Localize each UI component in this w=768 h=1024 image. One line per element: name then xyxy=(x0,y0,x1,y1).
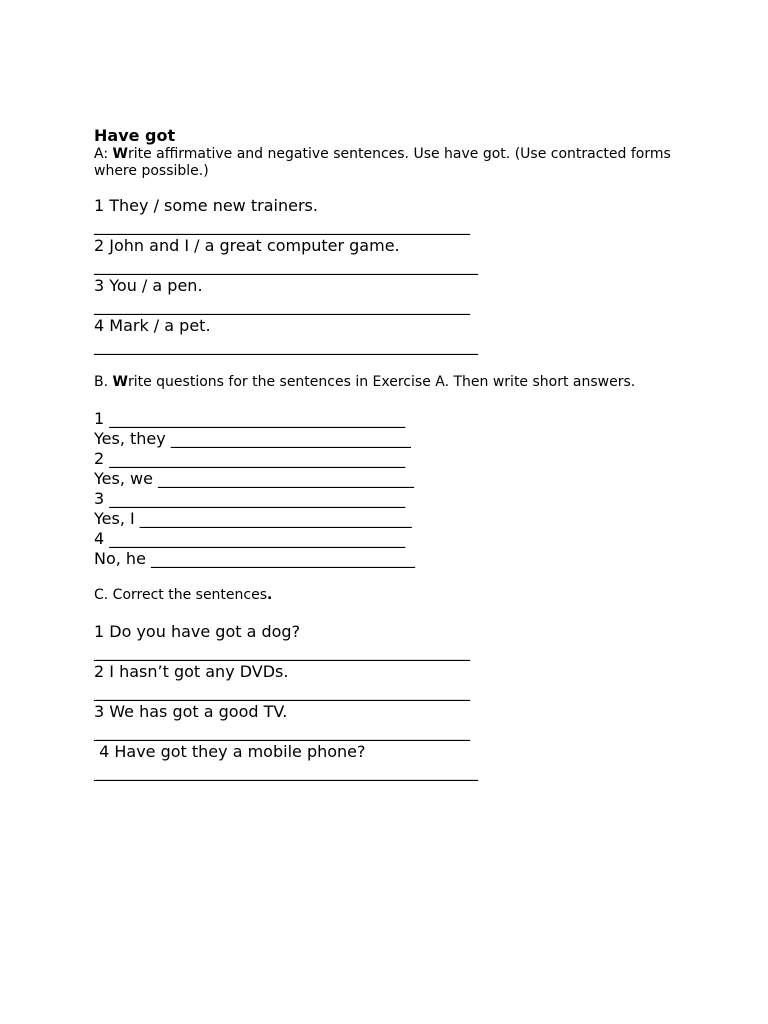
section-c-instruction xyxy=(94,587,714,604)
short-answer-line-2[interactable]: Yes, we ________________________________ xyxy=(94,469,415,488)
section-b-bold-letter: W xyxy=(112,374,128,390)
question-line-2[interactable]: 2 _____________________________________ xyxy=(94,449,406,468)
answer-line-c2[interactable]: _______________________________________________ xyxy=(94,682,470,701)
section-b-instruction xyxy=(94,374,714,391)
section-a-item-4: 4 Mark / a pet. xyxy=(94,316,211,335)
section-a-items xyxy=(94,196,714,356)
answer-line-a1[interactable]: _______________________________________________ xyxy=(94,216,470,235)
section-b-instruction-text: rite questions for the sentences in Exercise A. Then write short answers. xyxy=(127,374,636,390)
section-a-bold-letter: W xyxy=(112,146,128,162)
section-c-item-3: 3 We has got a good TV. xyxy=(94,702,288,721)
section-b-prefix: B. xyxy=(94,374,113,390)
section-a-item-2: 2 John and I / a great computer game. xyxy=(94,236,400,255)
short-answer-line-4[interactable]: No, he _________________________________ xyxy=(94,549,415,568)
answer-line-a3[interactable]: _______________________________________________ xyxy=(94,296,470,315)
worksheet-title: Have got xyxy=(94,126,176,145)
short-answer-line-1[interactable]: Yes, they ______________________________ xyxy=(94,429,411,448)
section-a-item-1: 1 They / some new trainers. xyxy=(94,196,318,215)
section-b-lines xyxy=(94,409,714,569)
section-c-item-2: 2 I hasn’t got any DVDs. xyxy=(94,662,289,681)
question-line-3[interactable]: 3 _____________________________________ xyxy=(94,489,406,508)
section-c-items xyxy=(94,622,714,782)
question-line-1[interactable]: 1 _____________________________________ xyxy=(94,409,406,428)
answer-line-a4[interactable]: ________________________________________________ xyxy=(94,336,478,355)
question-line-4[interactable]: 4 _____________________________________ xyxy=(94,529,406,548)
section-a-item-3: 3 You / a pen. xyxy=(94,276,203,295)
section-a-prefix: A: xyxy=(94,146,113,162)
section-c-instruction-text: C. Correct the sentences xyxy=(94,587,268,603)
section-a-instruction-text: rite affirmative and negative sentences. Use have got. (Use contracted forms where possible.) xyxy=(94,146,671,179)
section-c-instruction-end: . xyxy=(267,587,273,603)
answer-line-c4[interactable]: ________________________________________________ xyxy=(94,762,478,781)
section-c-item-1: 1 Do you have got a dog? xyxy=(94,622,301,641)
short-answer-line-3[interactable]: Yes, I __________________________________ xyxy=(94,509,412,528)
answer-line-a2[interactable]: ________________________________________________ xyxy=(94,256,478,275)
answer-line-c3[interactable]: _______________________________________________ xyxy=(94,722,470,741)
worksheet xyxy=(94,126,714,782)
answer-line-c1[interactable]: _______________________________________________ xyxy=(94,642,470,661)
section-a-instruction xyxy=(94,146,714,180)
section-c-item-4: 4 Have got they a mobile phone? xyxy=(94,742,366,761)
